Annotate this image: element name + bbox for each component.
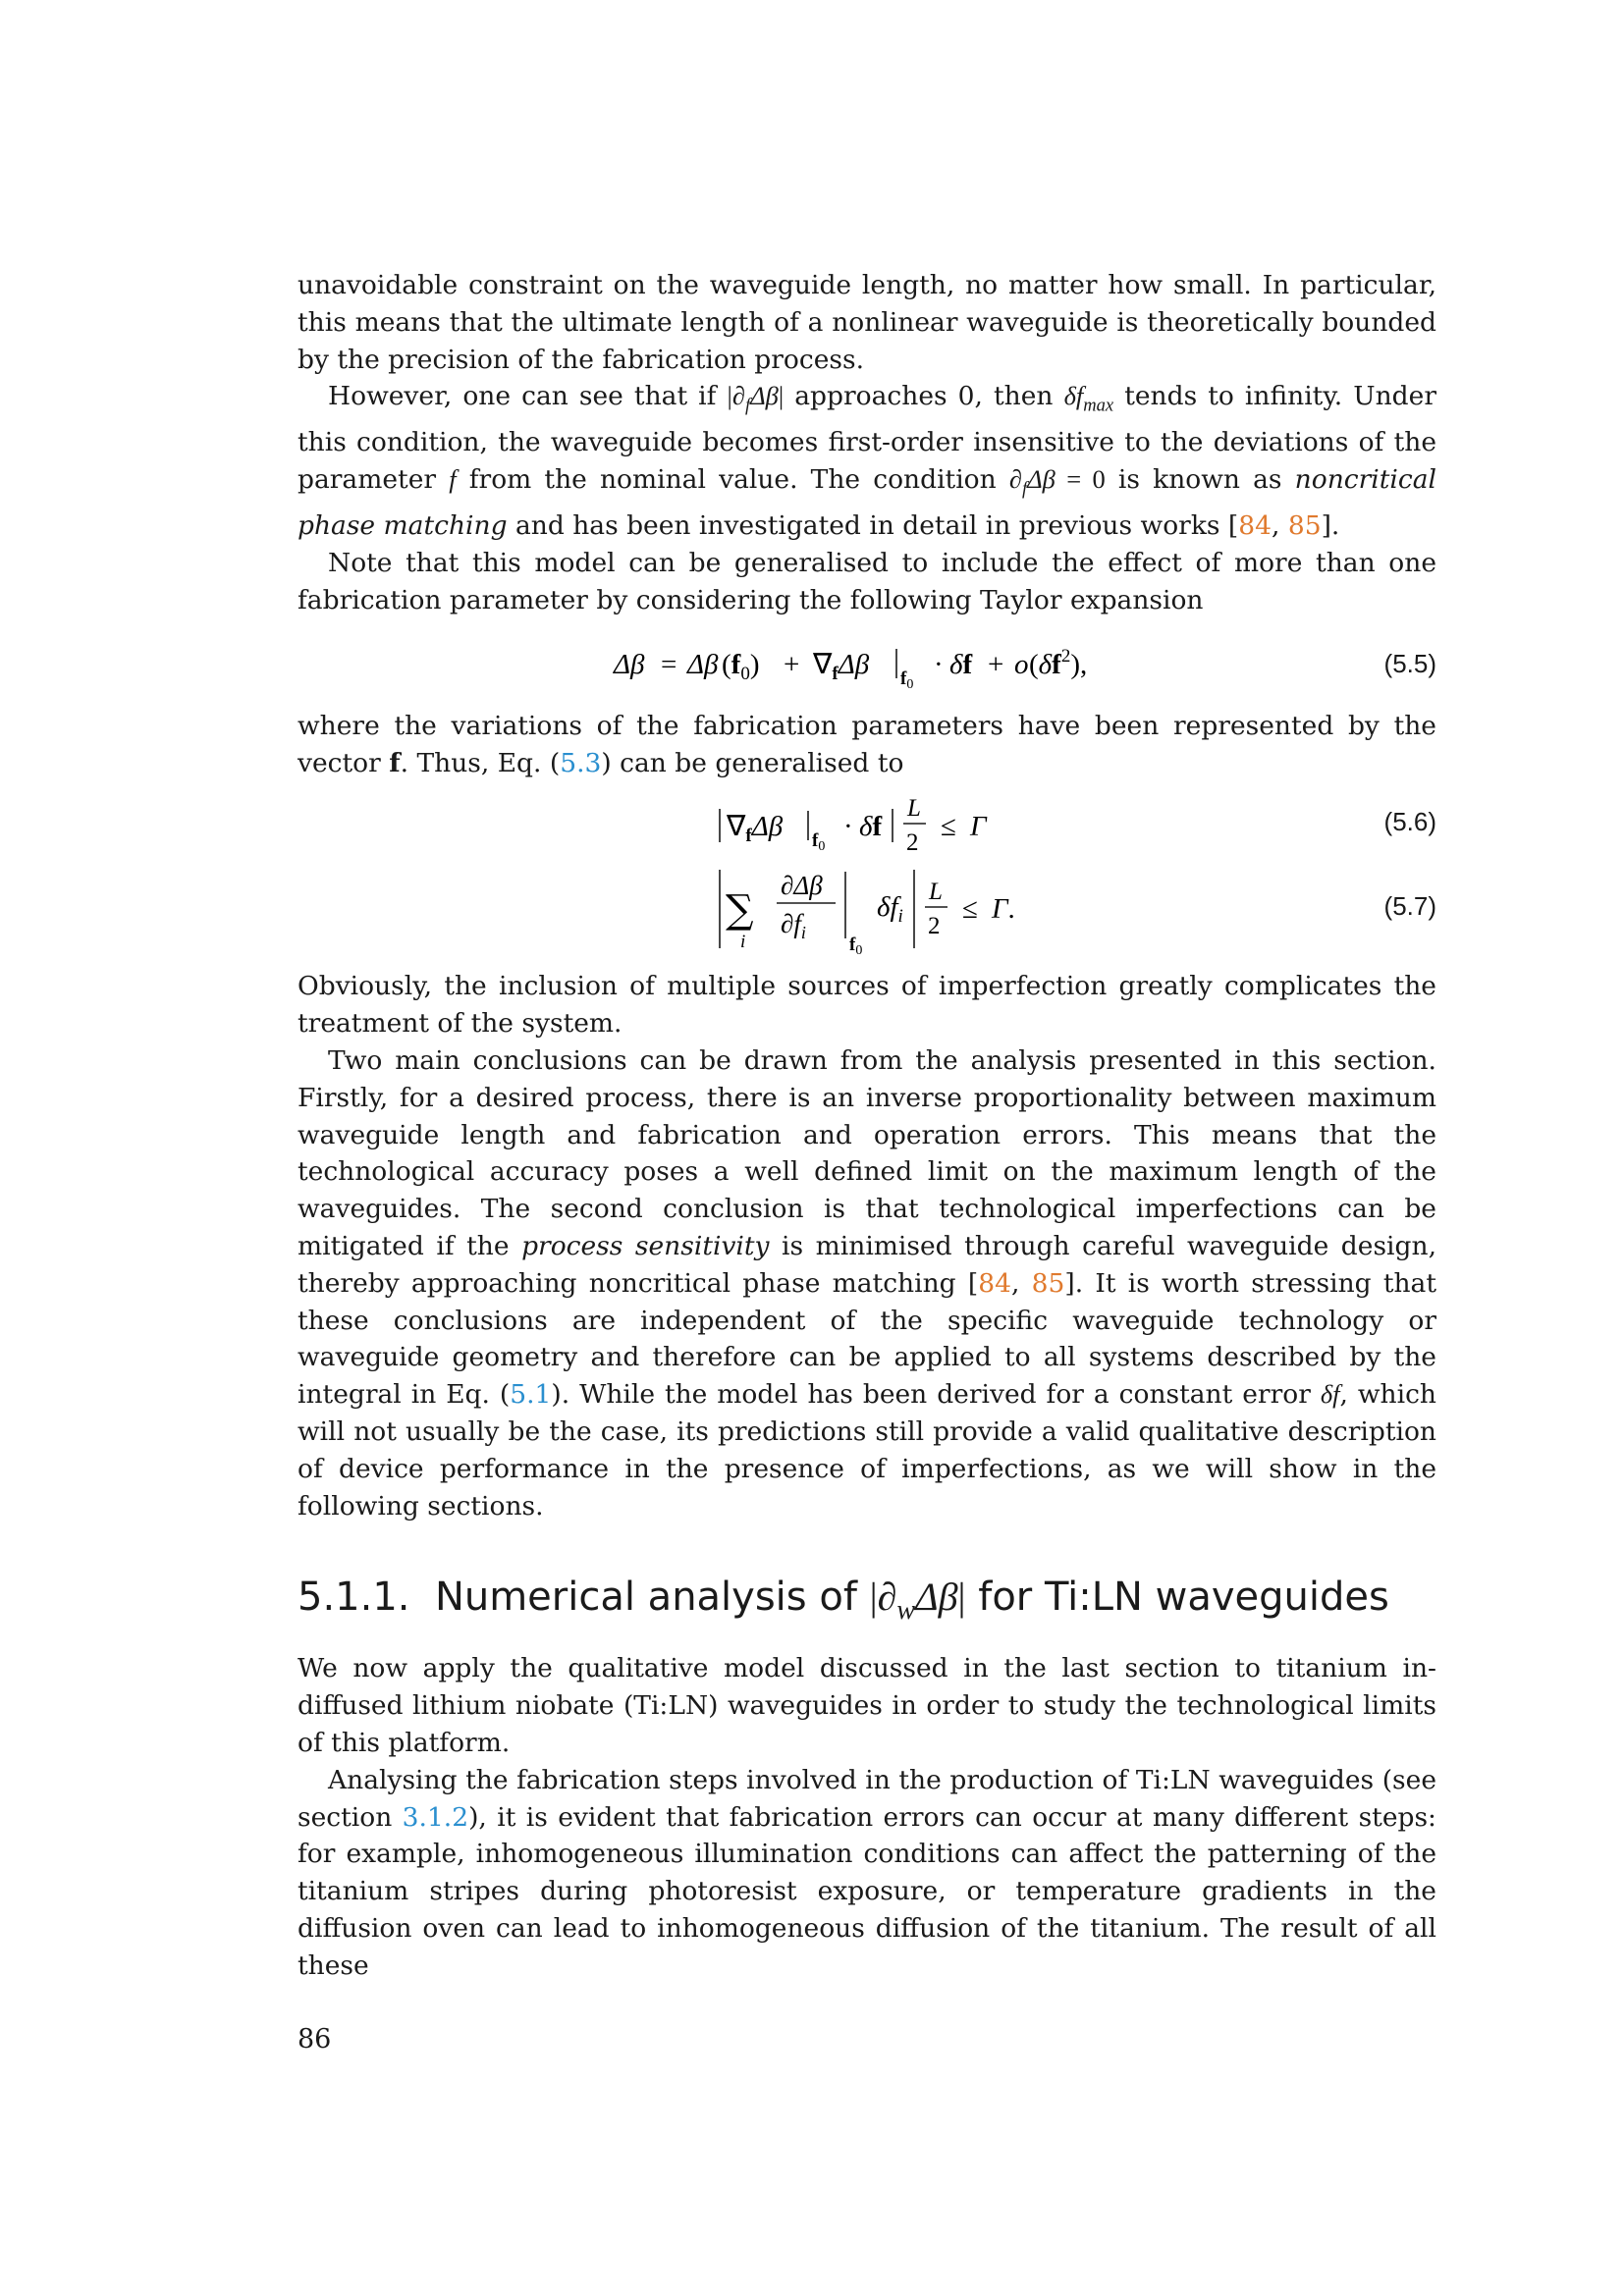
equation-5-5-graphic: [298, 619, 1436, 708]
emphasis-noncritical-phase-matching: noncritical phase matching: [298, 464, 1436, 542]
section-reference-link[interactable]: 3.1.2: [402, 1801, 469, 1833]
svg-text:δf: δf: [859, 811, 883, 843]
svg-text:+: +: [784, 648, 800, 680]
equation-5-6-graphic: [298, 781, 1436, 862]
paragraph-4: [298, 708, 1436, 782]
page-body: [298, 267, 1436, 1984]
text: tends to infinity. Under this condition, the waveguide becomes first-order insensitive to the deviations of the parameter: [298, 381, 1436, 496]
text: ) can be generalised to: [601, 747, 904, 778]
paragraph-6: [298, 1042, 1436, 1524]
svg-text:Γ: Γ: [970, 811, 987, 843]
math-delta-f-max: $\delta f_{max}$: [1063, 381, 1114, 416]
svg-text:o: o: [1014, 648, 1029, 680]
svg-text:Δβ: Δβ: [614, 648, 645, 680]
math-delta-f: δf: [1320, 1379, 1340, 1410]
text: is known as: [1105, 464, 1295, 496]
citation-link[interactable]: 84: [1238, 510, 1272, 542]
svg-text:=: =: [661, 648, 677, 680]
svg-text:∇fΔβ: $\nabla_f\Delta\beta$: [727, 811, 784, 847]
section-heading: [298, 1572, 1436, 1636]
equation-5-7-graphic: [298, 862, 1436, 960]
citation-link[interactable]: 84: [978, 1267, 1011, 1299]
text: ,: [1271, 510, 1288, 542]
equation-5-6: [298, 781, 1436, 862]
text: ].: [1321, 510, 1340, 542]
svg-text:∇fΔβ: $\nabla_f\Delta\beta$: [813, 648, 870, 684]
svg-text:f0: $f_0$: [849, 934, 863, 959]
math-vector-f: f: [389, 747, 401, 778]
svg-text:≤: ≤: [941, 811, 956, 843]
svg-text:δf: δf: [949, 648, 973, 680]
svg-text:2: 2: [928, 913, 941, 940]
math-f: f: [449, 464, 457, 495]
svg-text:(f0): $(f_0)$: [722, 648, 760, 684]
paragraph-1: unavoidable constraint on the waveguide length, no matter how small. In particular, this means that the ultimate length of a nonlinear waveguide is theoretically bounded by the precision of the fabrication process.: [298, 270, 1436, 375]
section-title-text: Numerical analysis of: [434, 1575, 870, 1621]
svg-text:·: ·: [843, 811, 853, 843]
equation-5-7: [298, 862, 1436, 960]
svg-text:∂fi: $\partial f_i$: [781, 909, 806, 943]
text: . Thus, Eq. (: [400, 747, 561, 778]
paragraph-2: [298, 378, 1436, 545]
text: ,: [1010, 1267, 1032, 1299]
svg-text:f0: $f_0$: [900, 667, 914, 692]
paragraph-3: Note that this model can be generalised to include the effect of more than one fabrication parameter by considering the following Taylor expansion: [298, 548, 1436, 615]
text: ), it is evident that fabrication errors can occur at many different steps: for example, inhomogeneous illumination conditions can affect the patterning of the titanium stripes during photoresist exposure, or temperature gradients in the diffusion oven can lead to inhomogeneous diffusion of the titanium. The result of all these: [298, 1801, 1436, 1981]
text: from the nominal value. The condition: [456, 464, 1009, 496]
text: is minimised through careful waveguide design, thereby approaching noncritical phase matching [: [298, 1230, 1436, 1299]
svg-text:+: +: [988, 648, 1004, 680]
svg-text:∂Δβ: ∂Δβ: [781, 871, 823, 901]
citation-link[interactable]: 85: [1031, 1267, 1065, 1299]
svg-text:δfi: $\delta f_i$: [877, 891, 903, 928]
svg-text:(δf2),: $(\delta f^2)$,: [1029, 645, 1088, 680]
math-abs-partial-w-delta-beta: $|\partial_w\Delta\beta|$: [869, 1575, 966, 1627]
svg-text:∑: ∑: [726, 887, 754, 934]
emphasis-process-sensitivity: process sensitivity: [521, 1230, 770, 1261]
equation-5-5: [298, 619, 1436, 708]
equation-number: (5.7): [1383, 891, 1436, 922]
equation-reference-link[interactable]: 5.1: [510, 1379, 552, 1411]
text: ). While the model has been derived for a constant error: [551, 1379, 1321, 1411]
equation-number: (5.6): [1383, 807, 1436, 837]
text: and has been investigated in detail in previous works [: [507, 510, 1239, 542]
svg-text:2: 2: [906, 829, 919, 857]
text: , which will not usually be the case, its predictions still provide a valid qualitative description of device performance in the presence of imperfections, as we will show in the following sections.: [298, 1379, 1436, 1522]
svg-text:·: ·: [934, 648, 944, 680]
paragraph-8: [298, 1762, 1436, 1985]
svg-text:≤: ≤: [962, 893, 978, 926]
paragraph-7: We now apply the qualitative model discussed in the last section to titanium in-diffused lithium niobate (Ti:LN) waveguides in order to study the technological limits of this platform.: [298, 1653, 1436, 1758]
math-condition: $\partial_f\Delta\beta = 0$: [1008, 464, 1106, 500]
text: approaches 0, then: [784, 381, 1064, 412]
text: ]. It is worth stressing that these conclusions are independent of the specific waveguide technology or waveguide geometry and therefore can be applied to all systems described by the integral in Eq. (: [298, 1267, 1437, 1411]
page-number: 86: [298, 2024, 332, 2055]
svg-text:i: i: [740, 932, 746, 953]
svg-text:Γ.: Γ.: [992, 893, 1015, 926]
text: Two main conclusions can be drawn from the analysis presented in this section. Firstly, for a desired process, there is an inverse proportionality between maximum waveguide length and fabrication and operation errors. This means that the technological accuracy poses a well defined limit on the maximum length of the waveguides. The second conclusion is that technological imperfections can be mitigated if the: [298, 1044, 1436, 1261]
equation-number: (5.5): [1383, 648, 1436, 678]
svg-text:L: L: [929, 879, 943, 906]
text: where the variations of the fabrication parameters have been represented by the vector: [298, 710, 1436, 778]
math-abs-partial-delta-beta: $|\partial_f\Delta\beta|$: [727, 381, 785, 416]
svg-text:L: L: [907, 795, 921, 823]
text: Analysing the fabrication steps involved in the production of Ti:LN waveguides (see section: [298, 1764, 1436, 1833]
section-title-text: for Ti:LN waveguides: [965, 1575, 1389, 1621]
section-number: 5.1.1.: [298, 1575, 410, 1621]
paragraph-5: Obviously, the inclusion of multiple sources of imperfection greatly complicates the treatment of the system.: [298, 971, 1436, 1040]
svg-text:Δβ: Δβ: [687, 648, 719, 680]
svg-text:f0: $f_0$: [812, 830, 826, 855]
citation-link[interactable]: 85: [1287, 510, 1322, 542]
equation-reference-link[interactable]: 5.3: [560, 747, 602, 778]
text: However, one can see that if: [328, 381, 728, 412]
